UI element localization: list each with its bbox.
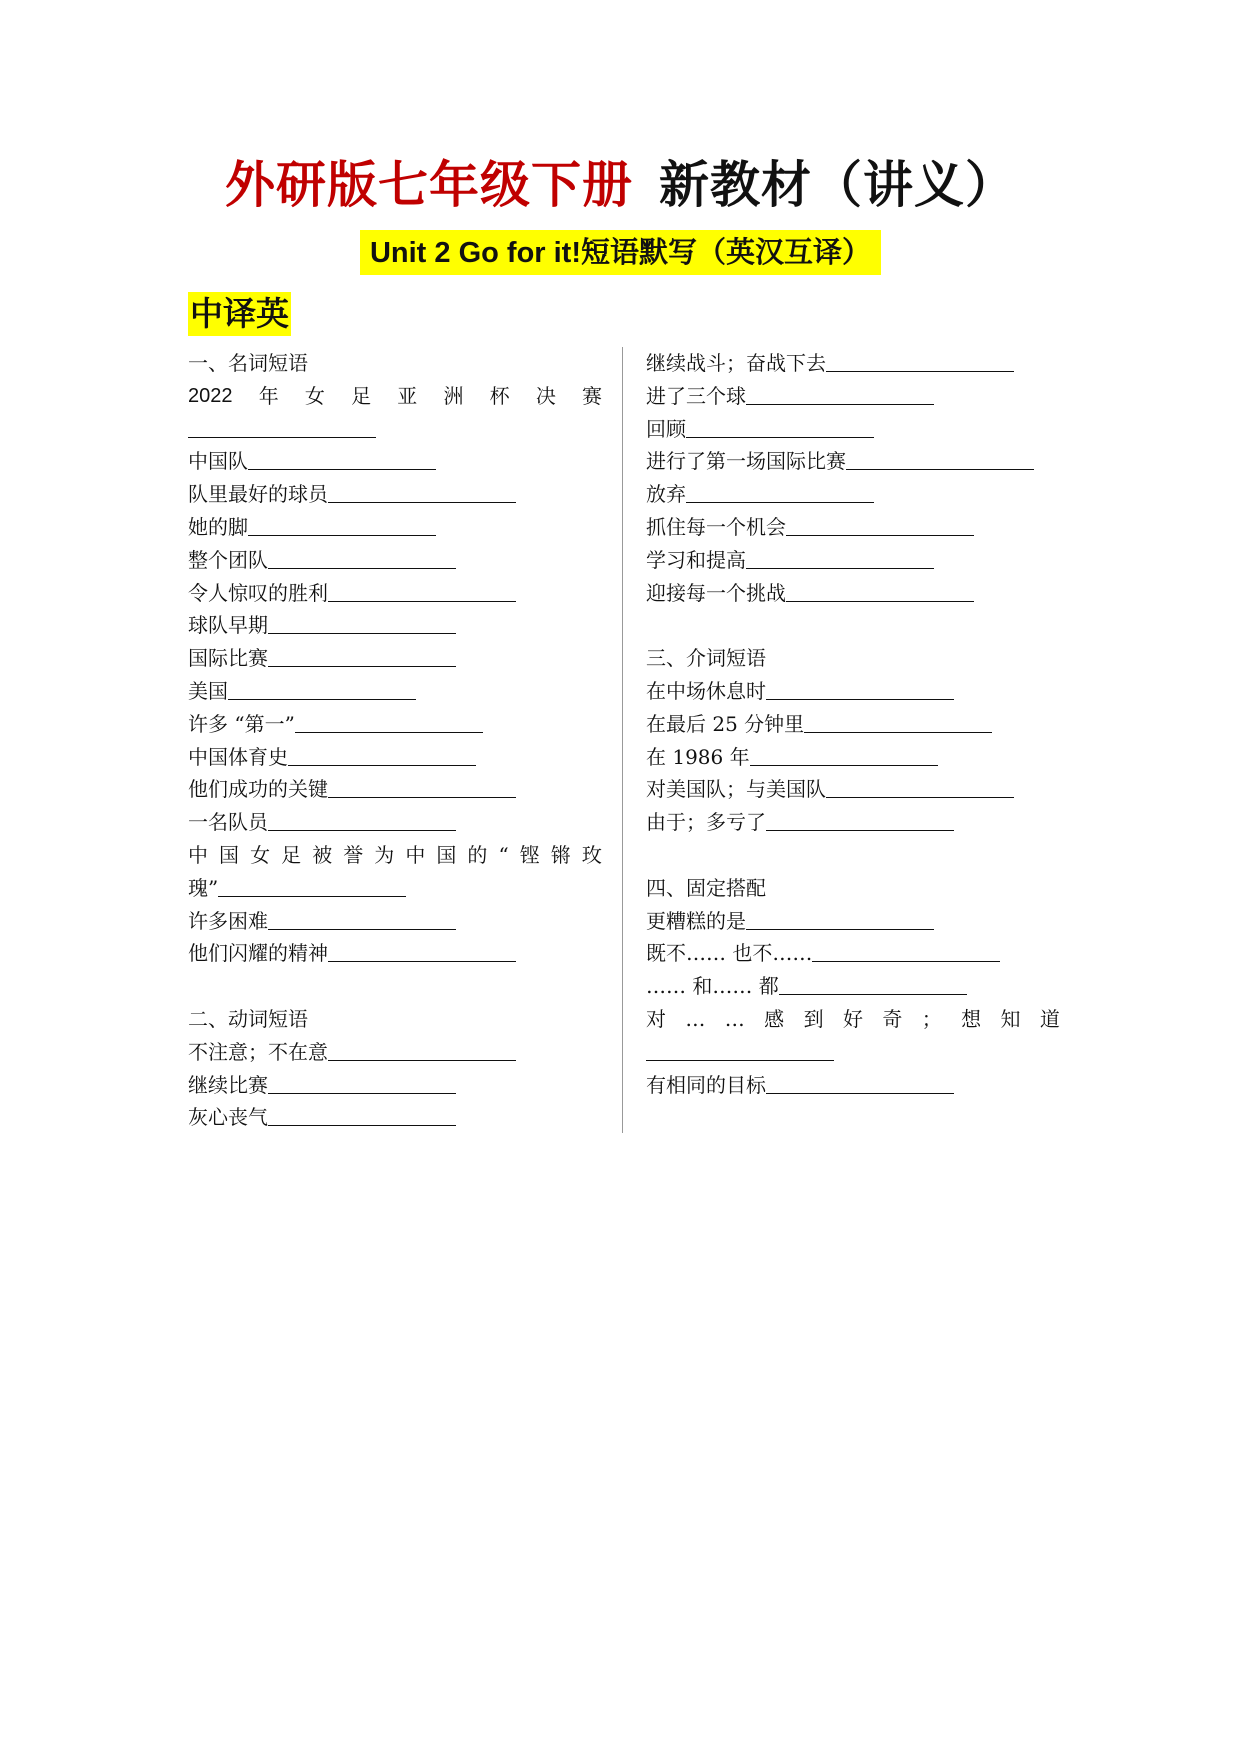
spread-char: 为 (374, 842, 395, 867)
phrase-row (188, 609, 602, 642)
phrase-label: 他们成功的关键 (188, 777, 328, 802)
spread-char: 锵 (550, 842, 571, 867)
phrase-label: 许多困难 (188, 908, 268, 933)
column-divider (622, 347, 623, 1133)
phrase-label: 一名队员 (188, 810, 268, 835)
phrase-row (188, 741, 602, 774)
spread-char: ； (921, 1006, 942, 1031)
phrase-label: 整个团队 (188, 547, 268, 572)
answer-blank[interactable] (248, 515, 436, 536)
section-heading: 二、动词短语 (188, 1006, 308, 1031)
phrase-row (188, 1036, 602, 1069)
spacer (188, 970, 602, 1003)
subtitle-wrap (0, 230, 1241, 275)
phrase-label: 她的脚 (188, 514, 248, 539)
phrase-row (646, 347, 1060, 380)
spread-row (188, 380, 602, 413)
page-title (0, 150, 1241, 220)
phrase-row (646, 708, 1060, 741)
phrase-row (646, 511, 1060, 544)
answer-blank[interactable] (804, 712, 992, 733)
phrase-label: 许多 “第一” (188, 711, 295, 736)
answer-blank[interactable] (218, 876, 406, 897)
phrase-label: 更糟糕的是 (646, 908, 746, 933)
answer-blank[interactable] (846, 449, 1034, 470)
phrase-row (188, 1069, 602, 1102)
answer-blank[interactable] (646, 1040, 834, 1061)
spread-char: 杯 (489, 383, 510, 408)
phrase-row (646, 970, 1060, 1003)
phrase-row (646, 544, 1060, 577)
phrase-row (646, 741, 1060, 774)
phrase-row (188, 445, 602, 478)
phrase-row (646, 675, 1060, 708)
answer-blank[interactable] (746, 548, 934, 569)
phrase-row (646, 1069, 1060, 1102)
section-label: 中译英 (188, 292, 291, 336)
phrase-label: 进行了第一场国际比赛 (646, 449, 846, 474)
phrase-row (646, 478, 1060, 511)
answer-blank[interactable] (295, 712, 483, 733)
answer-blank[interactable] (328, 1040, 516, 1061)
spread-char: 想 (961, 1006, 982, 1031)
phrase-label: 他们闪耀的精神 (188, 941, 328, 966)
answer-blank[interactable] (268, 810, 456, 831)
spread-char: 女 (304, 383, 325, 408)
phrase-label: 瑰” (188, 875, 219, 900)
answer-blank[interactable] (328, 581, 516, 602)
spread-char: 女 (250, 842, 271, 867)
spread-char: 的 (467, 842, 488, 867)
phrase-label: 美国 (188, 678, 228, 703)
answer-blank[interactable] (268, 613, 456, 634)
answer-blank[interactable] (766, 679, 954, 700)
answer-blank[interactable] (812, 941, 1000, 962)
spread-char: “ (498, 842, 509, 867)
answer-blank[interactable] (826, 777, 1014, 798)
phrase-label: 由于；多亏了 (646, 810, 766, 835)
spread-char: 决 (535, 383, 556, 408)
spread-char: 道 (1039, 1006, 1060, 1031)
spread-row (188, 839, 602, 872)
spacer (646, 839, 1060, 872)
spread-char: 好 (842, 1006, 863, 1031)
spread-char: … (685, 1006, 706, 1031)
spread-char: 铿 (519, 842, 540, 867)
phrase-label: 放弃 (646, 482, 686, 507)
left-column (188, 347, 602, 1134)
answer-blank[interactable] (268, 646, 456, 667)
spread-char: 对 (646, 1006, 666, 1031)
phrase-row (188, 1101, 602, 1134)
answer-blank[interactable] (766, 1073, 954, 1094)
spread-char: 洲 (443, 383, 464, 408)
phrase-label: 继续比赛 (188, 1072, 268, 1097)
phrase-label: 不注意；不在意 (188, 1039, 328, 1064)
section-heading: 三、介词短语 (646, 646, 766, 671)
phrase-label: 在 1986 年 (646, 744, 750, 769)
title-red: 外研版七年级下册 (225, 155, 633, 214)
phrase-label: 继续战斗；奋战下去 (646, 351, 826, 375)
phrase-label: 队里最好的球员 (188, 482, 328, 507)
section-heading: 四、固定搭配 (646, 875, 766, 900)
answer-blank[interactable] (188, 417, 376, 438)
phrase-row (188, 511, 602, 544)
phrase-label: 令人惊叹的胜利 (188, 580, 328, 605)
spread-char: 被 (312, 842, 333, 867)
answer-blank[interactable] (328, 482, 516, 503)
phrase-label: 有相同的目标 (646, 1072, 766, 1097)
spread-char: 誉 (343, 842, 364, 867)
phrase-row (646, 806, 1060, 839)
answer-blank[interactable] (746, 384, 934, 405)
spread-char: 亚 (397, 383, 418, 408)
answer-row (188, 413, 602, 446)
answer-blank[interactable] (268, 909, 456, 930)
phrase-row (646, 445, 1060, 478)
spread-char: 2022 (188, 384, 233, 407)
answer-blank[interactable] (328, 777, 516, 798)
answer-blank[interactable] (686, 482, 874, 503)
phrase-label: 球队早期 (188, 613, 268, 638)
section-heading: 一、名词短语 (188, 351, 308, 375)
spread-char: 玫 (581, 842, 602, 867)
subtitle-zh: 短语默写（英汉互译） (581, 235, 872, 269)
phrase-row (646, 380, 1060, 413)
phrase-label: 抓住每一个机会 (646, 514, 786, 539)
phrase-row (646, 773, 1060, 806)
answer-blank[interactable] (268, 1105, 456, 1126)
phrase-label: 在最后 25 分钟里 (646, 711, 805, 736)
answer-blank[interactable] (766, 810, 954, 831)
answer-blank[interactable] (328, 941, 516, 962)
phrase-row (188, 937, 602, 970)
answer-blank[interactable] (268, 1073, 456, 1094)
answer-blank[interactable] (248, 449, 436, 470)
title-black: 新教材（讲义） (659, 155, 1016, 214)
spread-char: 足 (281, 842, 302, 867)
phrase-row (646, 937, 1060, 970)
subtitle-en: Unit 2 Go for it! (369, 237, 581, 269)
phrase-label: 中国队 (188, 449, 248, 474)
phrase-row (188, 872, 602, 905)
phrase-row (188, 675, 602, 708)
answer-blank[interactable] (228, 679, 416, 700)
spread-char: 感 (764, 1006, 785, 1031)
spread-char: 国 (436, 842, 457, 867)
phrase-row (188, 806, 602, 839)
phrase-row (646, 413, 1060, 446)
phrase-label: 对美国队；与美国队 (646, 777, 826, 802)
phrase-row (646, 905, 1060, 938)
phrase-row (188, 708, 602, 741)
spread-char: 年 (258, 383, 279, 408)
spread-char: 国 (219, 842, 240, 867)
phrase-label: 回顾 (646, 416, 686, 441)
phrase-row (188, 577, 602, 610)
spread-row (646, 1003, 1060, 1036)
phrase-row (646, 577, 1060, 610)
phrase-label: 迎接每一个挑战 (646, 580, 786, 605)
answer-blank[interactable] (786, 515, 974, 536)
spread-char: … (724, 1006, 745, 1031)
answer-blank[interactable] (746, 909, 934, 930)
spread-char: 知 (1000, 1006, 1021, 1031)
spread-char: 中 (405, 842, 426, 867)
phrase-label: 既不…… 也不…… (646, 941, 813, 966)
phrase-row (188, 544, 602, 577)
phrase-row (188, 478, 602, 511)
phrase-label: 进了三个球 (646, 383, 746, 408)
phrase-row (188, 642, 602, 675)
answer-blank[interactable] (686, 417, 874, 438)
subtitle (360, 230, 881, 275)
spacer (646, 609, 1060, 642)
phrase-row (188, 773, 602, 806)
spread-char: 赛 (582, 383, 602, 408)
answer-blank[interactable] (268, 548, 456, 569)
answer-blank[interactable] (750, 745, 938, 766)
phrase-row (188, 905, 602, 938)
phrase-label: 灰心丧气 (188, 1105, 268, 1130)
phrase-label: 在中场休息时 (646, 678, 766, 703)
phrase-label: …… 和…… 都 (646, 974, 779, 999)
phrase-label: 中国体育史 (188, 744, 288, 769)
spread-char: 奇 (882, 1006, 903, 1031)
answer-blank[interactable] (288, 745, 476, 766)
phrase-label: 学习和提高 (646, 547, 746, 572)
phrase-label: 国际比赛 (188, 646, 268, 671)
spread-char: 到 (803, 1006, 824, 1031)
answer-row (646, 1036, 1060, 1069)
spread-char: 足 (351, 383, 372, 408)
answer-blank[interactable] (779, 974, 967, 995)
answer-blank[interactable] (826, 351, 1014, 372)
right-column (646, 347, 1060, 1101)
spread-char: 中 (188, 842, 208, 867)
answer-blank[interactable] (786, 581, 974, 602)
